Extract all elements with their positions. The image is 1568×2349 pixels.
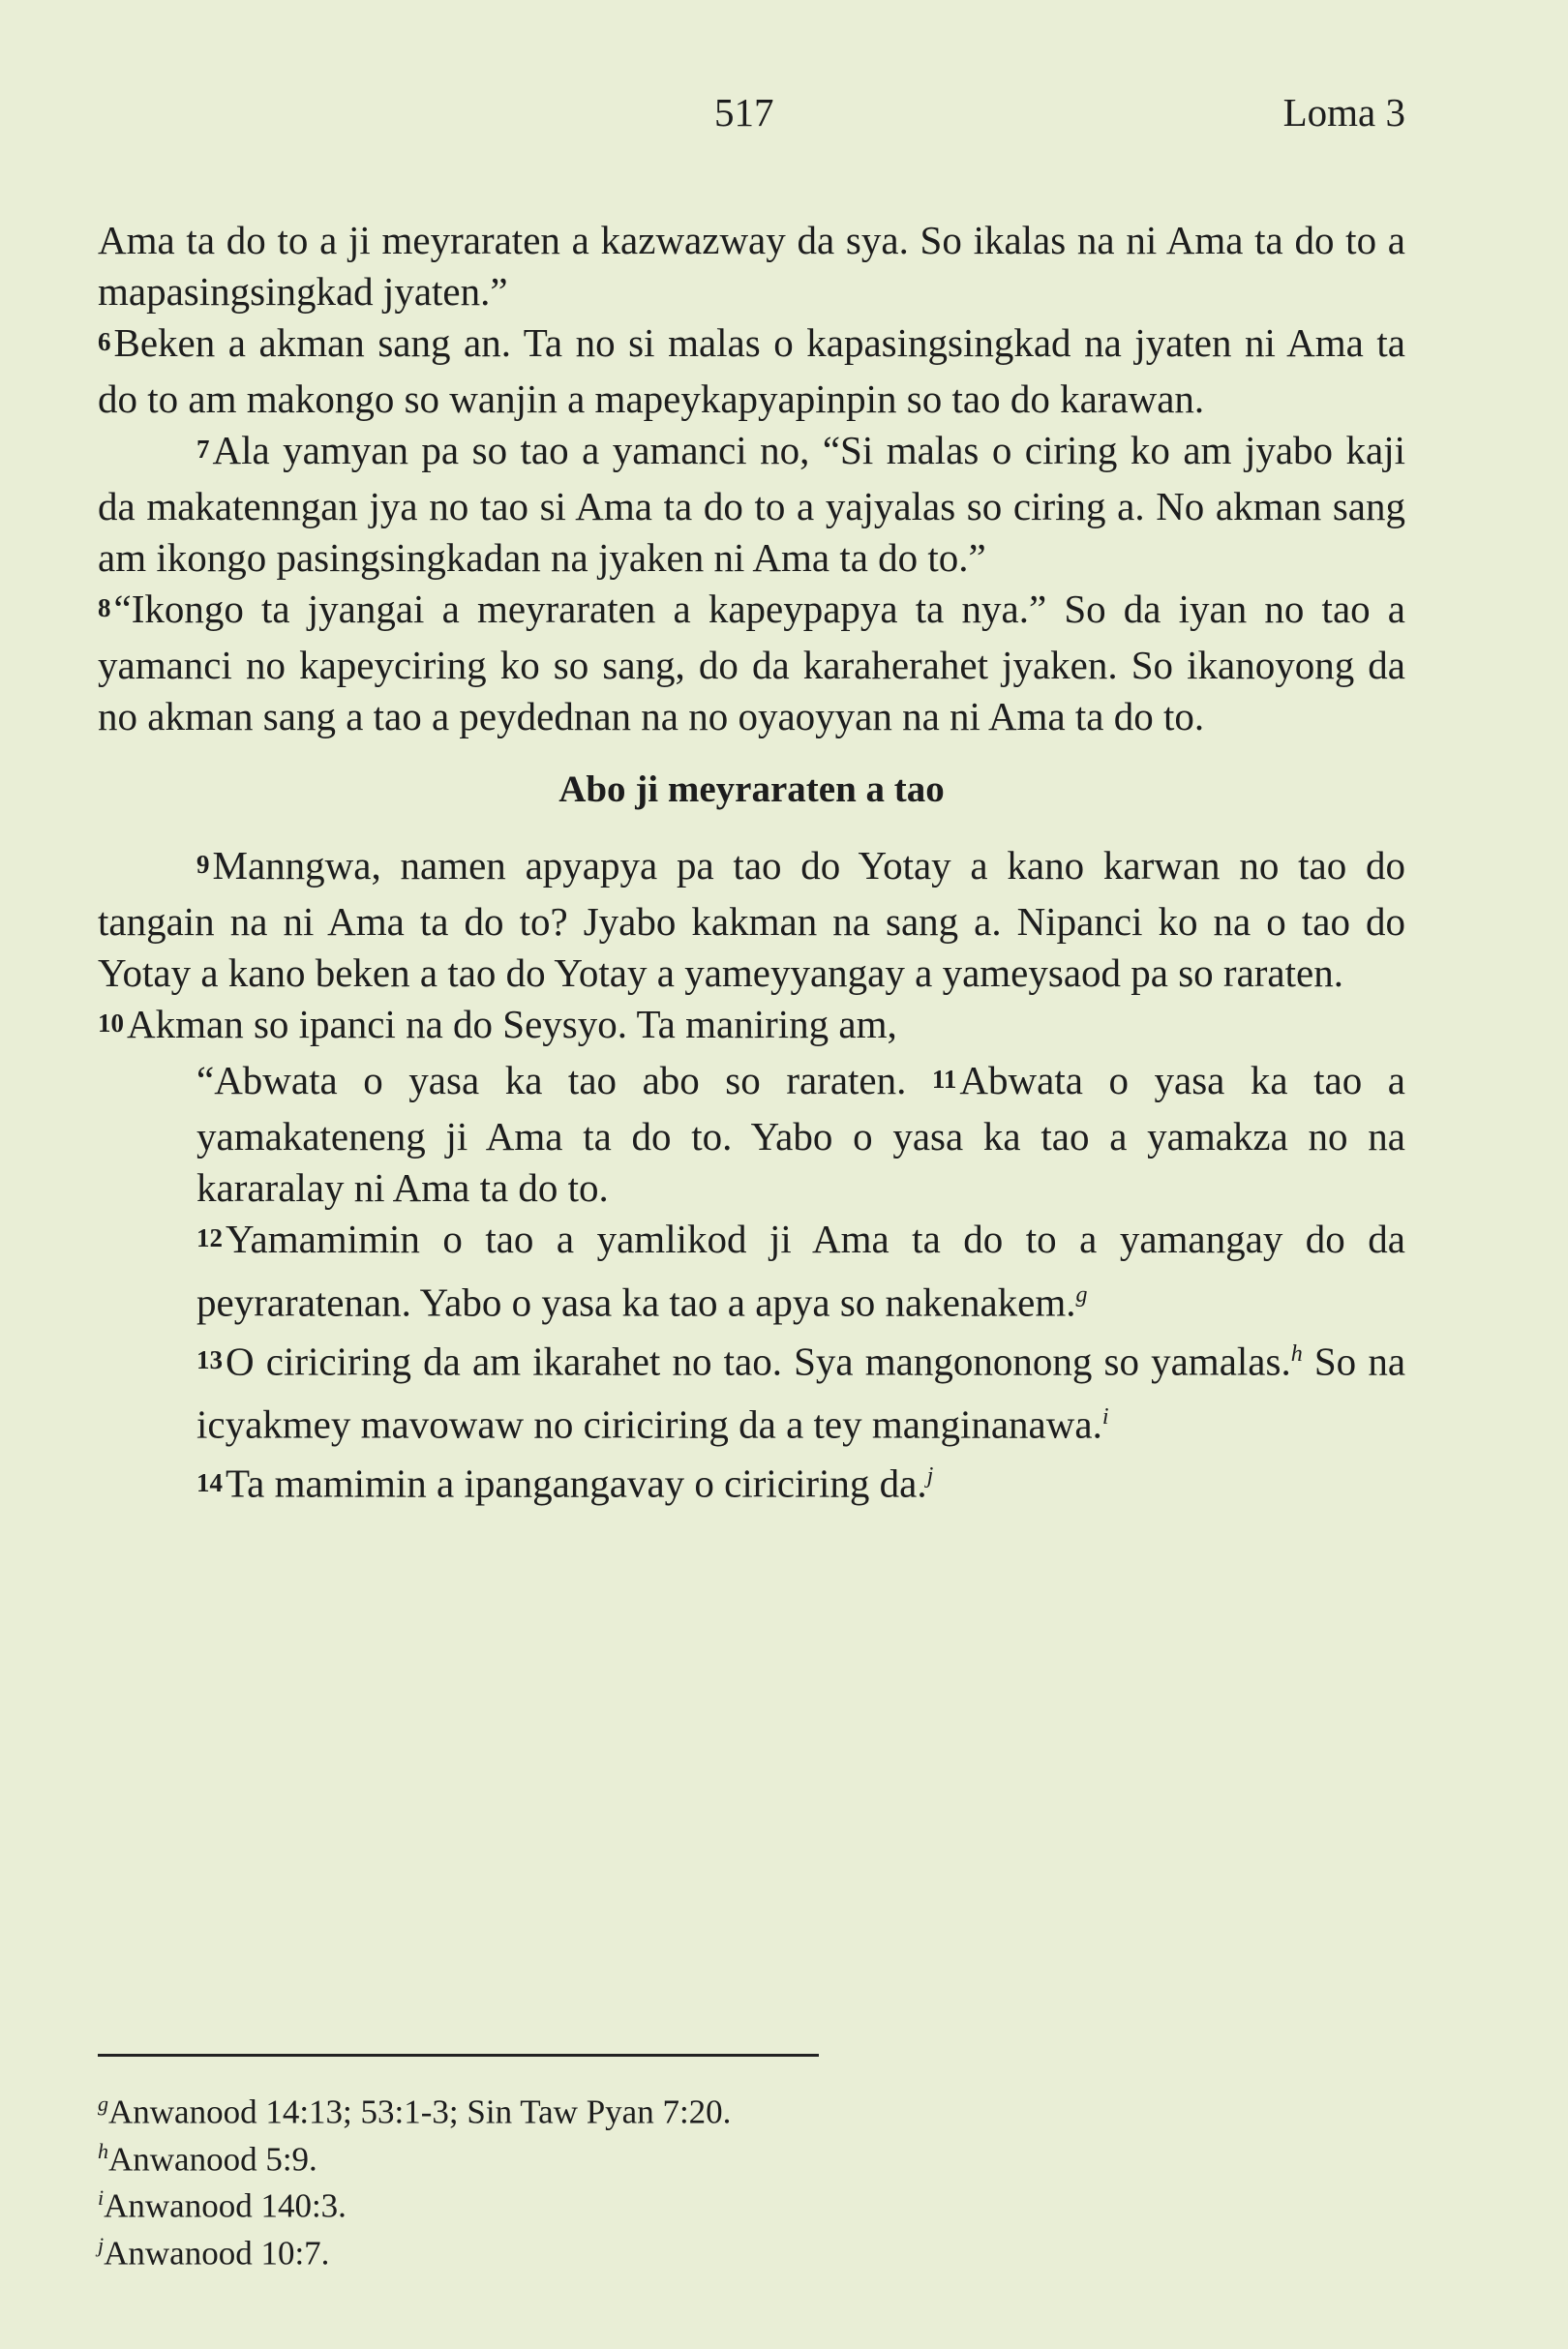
page-number: 517	[714, 90, 774, 135]
running-head: Loma 3	[1282, 90, 1405, 135]
verse-14	[196, 1451, 1405, 1515]
footnote-marker[interactable]: g	[1075, 1282, 1088, 1308]
verse-number: 6	[98, 327, 111, 356]
quote-text: “Abwata o yasa ka tao abo so raraten.	[196, 1058, 907, 1102]
footnote-text: Anwanood 14:13; 53:1-3; Sin Taw Pyan 7:20.	[108, 2093, 732, 2131]
section-heading: Abo ji meyraraten a tao	[558, 768, 945, 810]
verse-text: O ciriciring da am ikarahet no tao. Sya mangononong so yamalas.	[226, 1339, 1291, 1384]
verse-10	[98, 999, 1405, 1055]
verse-text: Abwata o yasa ka tao a yamakateneng ji Ama ta do to. Yabo o yasa ka tao a yamakza no na kararalay ni Ama ta do to.	[196, 1058, 1405, 1210]
footnote-text: Anwanood 5:9.	[108, 2140, 317, 2179]
footnote-marker[interactable]: j	[926, 1462, 934, 1489]
footnote-divider	[98, 2054, 819, 2057]
footnote-mark: i	[98, 2185, 105, 2211]
verse-text: Manngwa, namen apyapya pa tao do Yotay a kano karwan no tao do tangain na ni Ama ta do to? Jyabo kakman na sang a. Nipanci ko na o tao do Yotay a kano beken a tao do Yotay a yameyyangay a yameysaod pa so raraten.	[98, 843, 1405, 995]
verse-6	[98, 317, 1405, 425]
verse-text: Ala yamyan pa so tao a yamanci no, “Si malas o ciring ko am jyabo kaji da makatenngan jya no tao si Ama ta do to a yajyalas so ciring a. No akman sang am ikongo pasingsingkadan na jyaken ni Ama ta do to.”	[98, 428, 1405, 580]
quotation-block	[196, 1055, 1405, 1214]
main-text	[98, 215, 1405, 1515]
continuation-paragraph	[98, 215, 1405, 317]
verse-number: 10	[98, 1009, 124, 1038]
verse-number: 7	[196, 435, 210, 464]
verse-9	[98, 840, 1405, 999]
footnote-item	[98, 2085, 731, 2132]
footnote-mark: g	[98, 2092, 108, 2116]
verse-number: 8	[98, 593, 111, 622]
verse-number: 14	[196, 1467, 223, 1497]
verse-text: “Ikongo ta jyangai a meyraraten a kapeypapya ta nya.” So da iyan no tao a yamanci no kapeyciring ko so sang, do da karaherahet jyaken. So ikanoyong da no akman sang a tao a peydednan na no oyaoyyan na ni Ama ta do to.	[98, 587, 1405, 738]
verse-8	[98, 584, 1405, 742]
verse-number: 9	[196, 850, 210, 879]
footnote-item	[98, 2179, 731, 2226]
page-header	[0, 89, 1568, 147]
verse-number: 11	[931, 1065, 957, 1094]
footnote-item	[98, 2226, 731, 2274]
footnote-mark: j	[98, 2232, 105, 2257]
footnote-item	[98, 2132, 731, 2180]
verse-text: Beken a akman sang an. Ta no si malas o kapasingsingkad na jyaten ni Ama ta do to am makongo so wanjin a mapeykapyapinpin so tao do karawan.	[98, 320, 1405, 421]
verse-text: Akman so ipanci na do Seysyo. Ta maniring am,	[127, 1002, 897, 1046]
footnote-text: Anwanood 10:7.	[104, 2234, 330, 2273]
footnote-marker[interactable]: i	[1101, 1404, 1109, 1430]
footnote-text: Anwanood 140:3.	[104, 2186, 347, 2225]
footnotes	[98, 2085, 731, 2274]
verse-13	[196, 1329, 1405, 1451]
verse-7	[98, 425, 1405, 584]
verse-text: So na icyakmey mavowaw no ciriciring da a tey manginanawa.	[196, 1339, 1406, 1447]
verse-text: Yamamimin o tao a yamlikod ji Ama ta do to a yamangay do da peyraratenan. Yabo o yasa ka tao a apya so nakenakem.	[196, 1217, 1405, 1325]
verse-number: 12	[196, 1223, 223, 1252]
verse-12	[196, 1214, 1405, 1329]
paragraph-text: Ama ta do to a ji meyraraten a kazwazway da sya. So ikalas na ni Ama ta do to a mapasingsingkad jyaten.”	[98, 218, 1405, 314]
verse-number: 13	[196, 1345, 223, 1375]
footnote-mark: h	[98, 2138, 108, 2163]
footnote-marker[interactable]: h	[1290, 1340, 1303, 1367]
verse-text: Ta mamimin a ipangangavay o ciriciring da.	[226, 1461, 927, 1506]
